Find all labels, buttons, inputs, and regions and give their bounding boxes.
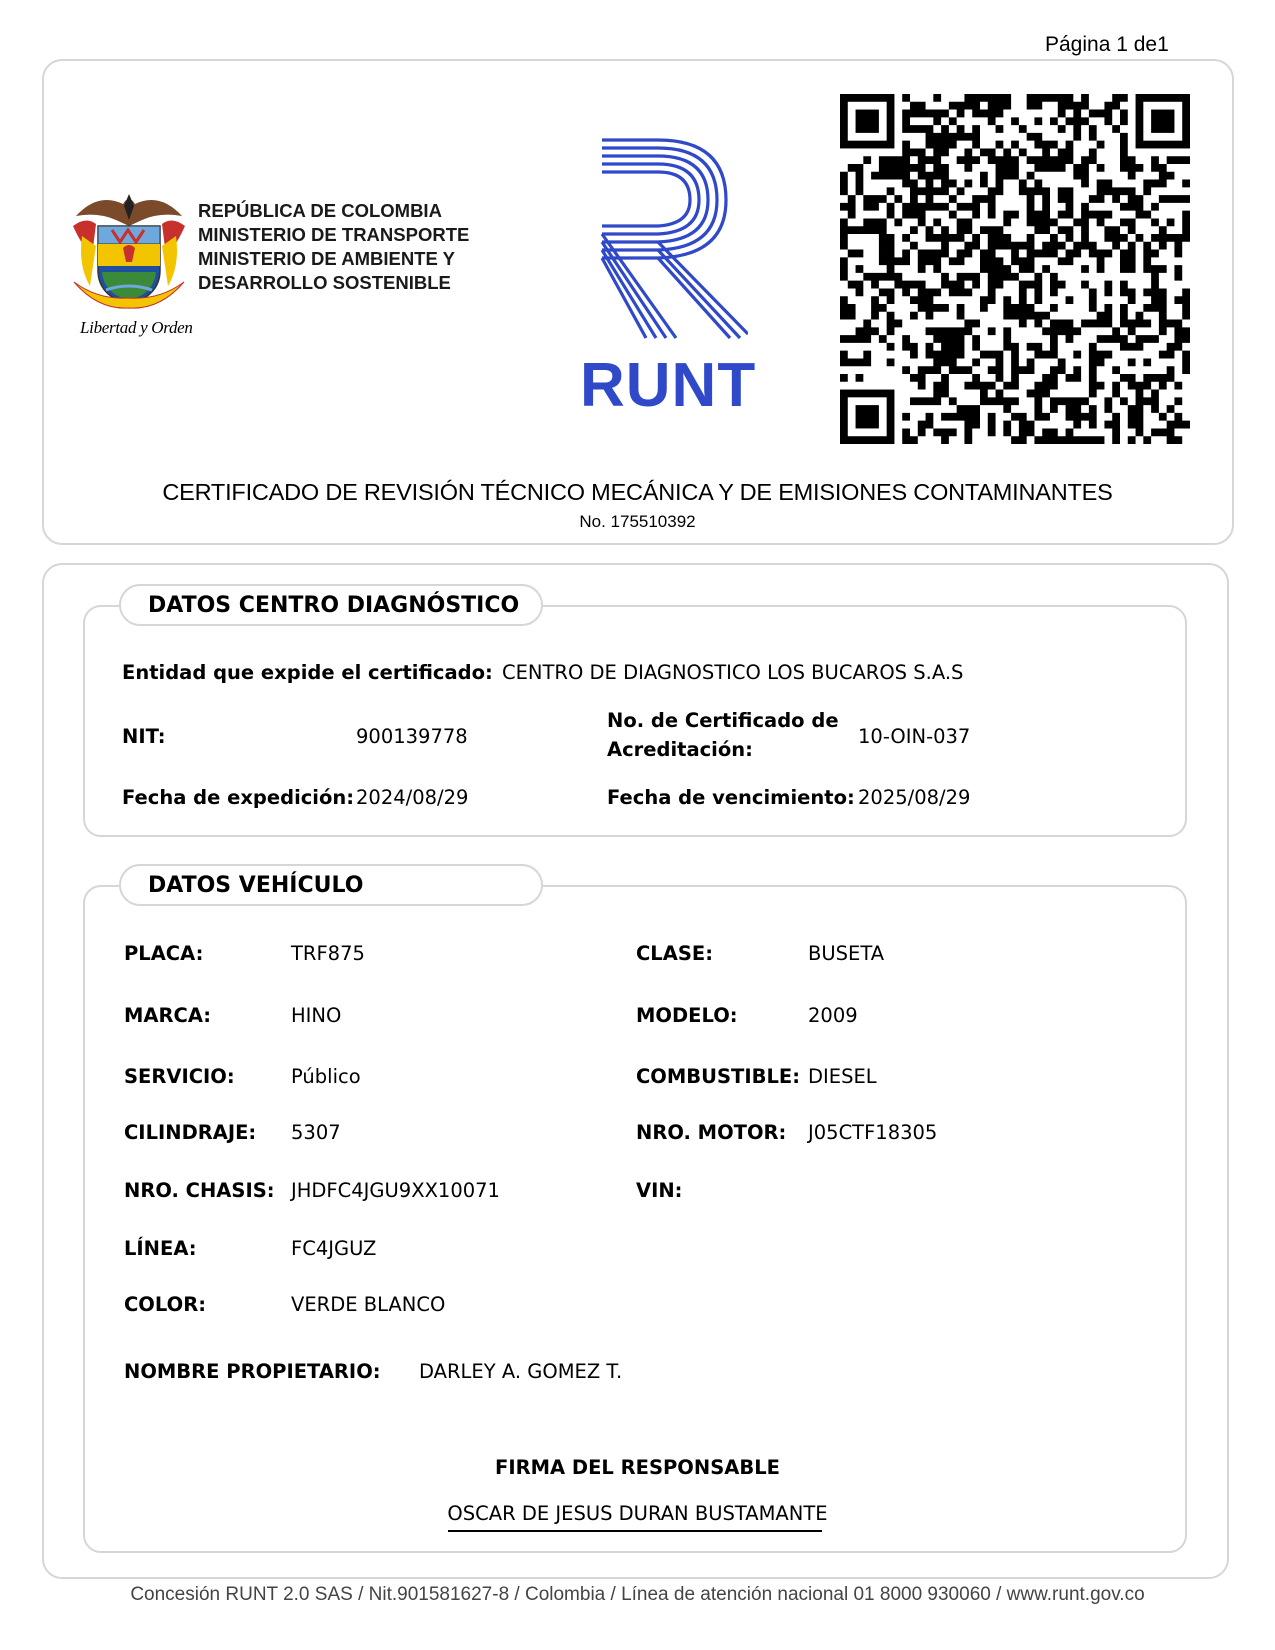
entidad-label: Entidad que expide el certificado: — [122, 661, 493, 684]
centro-section-title: DATOS CENTRO DIAGNÓSTICO — [119, 584, 543, 626]
certificate-title: CERTIFICADO DE REVISIÓN TÉCNICO MECÁNICA Y DE EMISIONES CONTAMINANTES — [162, 479, 1113, 505]
clase-value: BUSETA — [808, 942, 885, 965]
gov-line-3: MINISTERIO DE AMBIENTE Y — [198, 248, 455, 269]
motor-value: J05CTF18305 — [808, 1121, 938, 1144]
acreditacion-label-line-2: Acreditación: — [607, 738, 753, 761]
expedicion-label: Fecha de expedición: — [122, 786, 355, 809]
vencimiento-label: Fecha de vencimiento: — [607, 786, 855, 809]
servicio-label: SERVICIO: — [124, 1065, 235, 1088]
acreditacion-value: 10-OIN-037 — [858, 725, 971, 748]
clase-label: CLASE: — [636, 942, 713, 965]
motor-label: NRO. MOTOR: — [636, 1121, 787, 1144]
combustible-value: DIESEL — [808, 1065, 877, 1088]
footer: Concesión RUNT 2.0 SAS / Nit.901581627-8 / Colombia / Línea de atención nacional 01 8000 930060 / www.runt.gov.co — [130, 1584, 1145, 1605]
motto: Libertad y Orden — [80, 318, 193, 337]
acreditacion-label-line-1: No. de Certificado de — [607, 709, 839, 732]
page-number: Página 1 de1 — [1045, 33, 1169, 56]
vencimiento-value: 2025/08/29 — [858, 786, 971, 809]
marca-label: MARCA: — [124, 1004, 212, 1027]
linea-value: FC4JGUZ — [291, 1237, 377, 1260]
linea-label: LÍNEA: — [124, 1237, 197, 1260]
qr-code-icon — [840, 94, 1190, 444]
marca-value: HINO — [291, 1004, 342, 1027]
signature-line — [448, 1530, 822, 1532]
servicio-value: Público — [291, 1065, 361, 1088]
vin-label: VIN: — [636, 1179, 683, 1202]
chasis-label: NRO. CHASIS: — [124, 1179, 275, 1202]
nit-label: NIT: — [122, 725, 166, 748]
expedicion-value: 2024/08/29 — [356, 786, 469, 809]
runt-logo-icon — [598, 138, 748, 343]
gov-line-4: DESARROLLO SOSTENIBLE — [198, 272, 451, 293]
modelo-label: MODELO: — [636, 1004, 738, 1027]
chasis-value: JHDFC4JGU9XX10071 — [291, 1179, 500, 1202]
gov-line-1: REPÚBLICA DE COLOMBIA — [198, 200, 442, 221]
vehiculo-section — [83, 885, 1187, 1553]
cilindraje-value: 5307 — [291, 1121, 341, 1144]
propietario-label: NOMBRE PROPIETARIO: — [124, 1360, 381, 1383]
runt-wordmark: RUNT — [580, 351, 757, 420]
government-entities — [198, 199, 469, 295]
entidad-value: CENTRO DE DIAGNOSTICO LOS BUCAROS S.A.S — [502, 661, 964, 684]
acreditacion-label — [607, 706, 839, 764]
modelo-value: 2009 — [808, 1004, 858, 1027]
propietario-value: DARLEY A. GOMEZ T. — [419, 1360, 623, 1383]
gov-line-2: MINISTERIO DE TRANSPORTE — [198, 224, 470, 245]
color-value: VERDE BLANCO — [291, 1293, 446, 1316]
color-label: COLOR: — [124, 1293, 207, 1316]
combustible-label: COMBUSTIBLE: — [636, 1065, 800, 1088]
coat-of-arms-icon — [68, 186, 190, 316]
placa-value: TRF875 — [291, 942, 365, 965]
placa-label: PLACA: — [124, 942, 204, 965]
vehiculo-section-title: DATOS VEHÍCULO — [119, 864, 543, 906]
nit-value: 900139778 — [356, 725, 468, 748]
certificate-number: No. 175510392 — [579, 512, 696, 531]
firma-label: FIRMA DEL RESPONSABLE — [495, 1456, 780, 1479]
cilindraje-label: CILINDRAJE: — [124, 1121, 257, 1144]
firma-name: OSCAR DE JESUS DURAN BUSTAMANTE — [447, 1502, 828, 1525]
